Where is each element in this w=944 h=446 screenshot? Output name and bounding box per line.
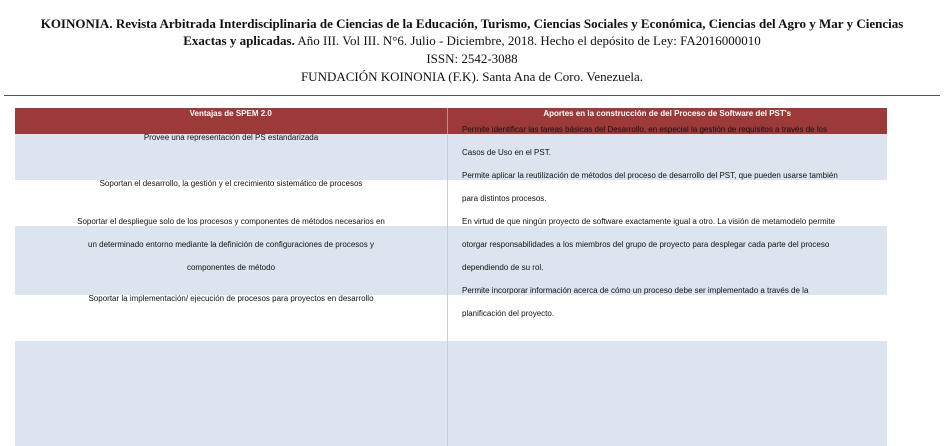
table-row: [15, 217, 887, 295]
advantage-cell: Provee una representación del PS estandarizada: [143, 133, 319, 142]
spem-table: [15, 108, 887, 446]
header-divider: [4, 95, 940, 96]
journal-title-bold: KOINONIA. Revista Arbitrada Interdisciplinaria de Ciencias de la Educación, Turismo, Ciencias Sociales y Económica, Ciencias del Agro y Mar y Ciencias Exactas y aplicadas.: [40, 16, 904, 48]
advantage-cell: Soportan el desarrollo, la gestión y el crecimiento sistemático de procesos: [99, 179, 363, 188]
contribution-cell: Permite aplicar la reutilización de métodos del proceso de desarrollo del PST, que pueden usarse también para distintos procesos.: [447, 180, 887, 226]
table-empty-area: [15, 341, 887, 446]
contribution-cell: Permite identificar las tareas básicas del Desarrollo, en especial la gestión de requisitos a través de los Casos de Uso en el PST.: [447, 134, 887, 180]
col2-header: Aportes en la construcción de del Proceso de Software del PST's: [447, 108, 888, 134]
advantage-cell: Soportar la implementación/ ejecución de procesos para proyectos en desarrollo: [88, 294, 374, 303]
contribution-cell: Permite incorporar información acerca de cómo un proceso debe ser implementado a través de la planificación del proyecto.: [447, 295, 887, 341]
journal-title: [20, 15, 924, 49]
advantage-cell: Soportar el despliegue solo de los procesos y componentes de métodos necesarios en un determinado entorno mediante la definición de configuraciones de procesos y componentes de método: [77, 217, 385, 272]
col1-header: Ventajas de SPEM 2.0: [189, 109, 272, 118]
table-row: [15, 286, 887, 341]
foundation-line: FUNDACIÓN KOINONIA (F.K). Santa Ana de Coro. Venezuela.: [300, 69, 644, 84]
journal-issue-info: Año III. Vol III. N°6. Julio - Diciembre, 2018. Hecho el depósito de Ley: FA2016000010: [294, 33, 761, 48]
issn: ISSN: 2542-3088: [426, 51, 518, 66]
contribution-cell: En virtud de que ningún proyecto de software exactamente igual a otro. La visión de metamodelo permite otorgar responsabilidades a los miembros del grupo de proyecto para desplegar cada parte del proceso dependiendo de su rol.: [447, 226, 887, 295]
